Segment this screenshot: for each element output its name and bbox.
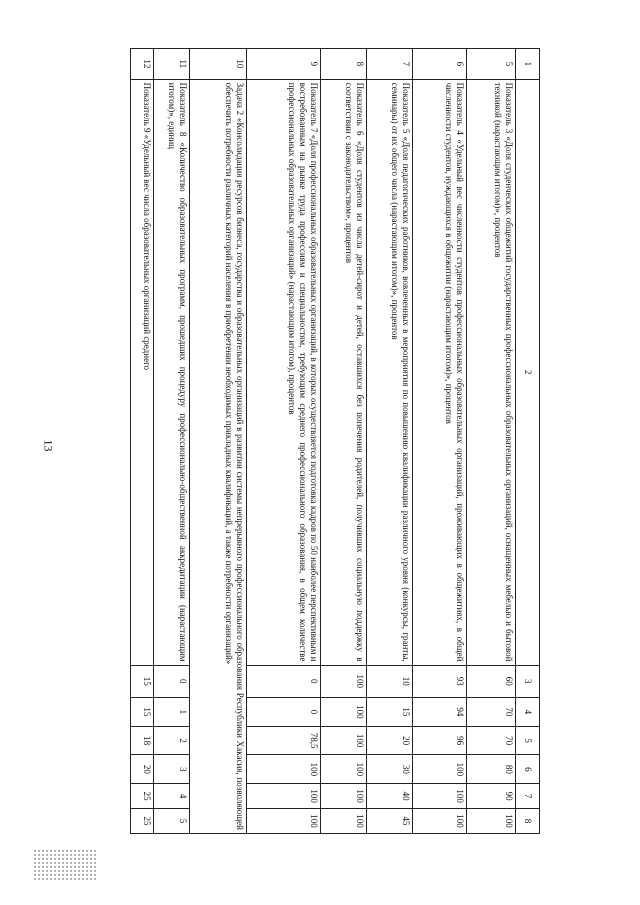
header-cell: 4	[515, 698, 539, 727]
table-row	[467, 49, 516, 834]
indicator-value: 18	[131, 726, 154, 755]
indicator-value: 100	[321, 698, 367, 727]
header-cell: 8	[515, 809, 539, 834]
header-cell: 7	[515, 784, 539, 809]
indicator-value: 100	[246, 755, 320, 784]
indicator-value: 1	[153, 698, 189, 727]
indicator-value: 100	[412, 755, 466, 784]
indicator-value: 96	[412, 726, 466, 755]
table-row	[412, 49, 466, 834]
indicator-value: 100	[467, 809, 516, 834]
indicator-value: 10	[367, 665, 413, 698]
indicator-value: 100	[246, 809, 320, 834]
table-row	[246, 49, 320, 834]
row-number: 10	[189, 49, 246, 80]
indicator-value: 60	[467, 665, 516, 698]
indicator-value: 45	[367, 809, 413, 834]
indicator-value: 93	[412, 665, 466, 698]
indicator-value: 20	[367, 726, 413, 755]
row-number: 11	[153, 49, 189, 80]
header-cell: 1	[515, 49, 539, 80]
indicator-value: 100	[246, 784, 320, 809]
rotated-table-wrapper	[130, 48, 540, 834]
indicator-description: Показатель 6 «Доля студентов из числа детей-сирот и детей, оставшихся без попечения родителей, получивших социальную поддержку в соответствии с законодательством», процентов	[321, 79, 367, 665]
indicator-value: 30	[367, 755, 413, 784]
indicator-description: Показатель 9 «Удельный вес числа образовательных организаций среднего	[131, 79, 154, 665]
indicator-value: 15	[367, 698, 413, 727]
row-number: 6	[412, 49, 466, 80]
indicator-value: 80	[467, 755, 516, 784]
table-header-row	[515, 49, 539, 834]
indicator-value: 0	[246, 698, 320, 727]
indicator-value: 100	[321, 726, 367, 755]
indicator-value: 0	[153, 665, 189, 698]
indicator-value: 100	[321, 755, 367, 784]
header-cell: 2	[515, 79, 539, 665]
table-task-row	[189, 49, 246, 834]
indicator-value: 100	[321, 809, 367, 834]
indicator-value: 3	[153, 755, 189, 784]
table-row	[367, 49, 413, 834]
indicator-description: Показатель 8 «Количество образовательных программ, прошедших процедуру профессионально-общественной аккредитации (нарастающим итогом)», единиц	[153, 79, 189, 665]
table-row	[153, 49, 189, 834]
page-number: 13	[41, 439, 56, 452]
row-number: 9	[246, 49, 320, 80]
indicator-value: 25	[131, 809, 154, 834]
indicator-value: 4	[153, 784, 189, 809]
indicators-table	[130, 48, 540, 834]
row-number: 12	[131, 49, 154, 80]
header-cell: 5	[515, 726, 539, 755]
indicator-value: 15	[131, 698, 154, 727]
indicator-value: 100	[412, 784, 466, 809]
indicator-value: 100	[412, 809, 466, 834]
row-number: 5	[467, 49, 516, 80]
indicator-value: 100	[321, 665, 367, 698]
indicator-value: 25	[131, 784, 154, 809]
indicator-description: Показатель 4 «Удельный вес численности студентов профессиональных образовательных организаций, проживающих в общежитиях, в общей численности студентов, нуждающихся в общежитии (нарастающим итогом)», процентов	[412, 79, 466, 665]
table-row	[321, 49, 367, 834]
indicator-description: Показатель 3 «Доля студенческих общежитий государственных профессиональных образовательных организаций, оснащенных мебелью и бытовой техникой (нарастающим итогом)», процентов	[467, 79, 516, 665]
indicator-value: 70	[467, 726, 516, 755]
indicator-value: 90	[467, 784, 516, 809]
header-cell: 3	[515, 665, 539, 698]
indicator-value: 15	[131, 665, 154, 698]
table-row	[131, 49, 154, 834]
indicator-value: 70	[467, 698, 516, 727]
indicator-value: 0	[246, 665, 320, 698]
task-description: Задача 2 «Консолидация ресурсов бизнеса, государства и образовательных организаций в развитии системы непрерывного профессионального образования Республики Хакасия, позволяющей обеспечить потребности различных категорий населения в приобретении необходимых прикладных квалификаций, а также потребности организаций»	[189, 79, 246, 833]
indicator-value: 40	[367, 784, 413, 809]
indicator-description: Показатель 7 «Доля профессиональных образовательных организаций, в которых осуществляется подготовка кадров по 50 наиболее перспективным и востребованным на рынке труда профессиям и специальностям, требующим среднего профессионального образования, в общем количестве профессиональных образовательных организаций» (нарастающим итогом), процентов	[246, 79, 320, 665]
indicator-description: Показатель 5 «Доля педагогических работников, вовлеченных в мероприятия по повышению квалификации различного уровня (конкурсы, гранты, семинары) от их общего числа (нарастающим итогом)», процентов	[367, 79, 413, 665]
indicator-value: 94	[412, 698, 466, 727]
row-number: 8	[321, 49, 367, 80]
row-number: 7	[367, 49, 413, 80]
indicator-value: 5	[153, 809, 189, 834]
indicator-value: 78,5	[246, 726, 320, 755]
header-cell: 6	[515, 755, 539, 784]
indicator-value: 2	[153, 726, 189, 755]
scan-stamp	[34, 850, 96, 884]
indicator-value: 100	[321, 784, 367, 809]
indicator-value: 20	[131, 755, 154, 784]
